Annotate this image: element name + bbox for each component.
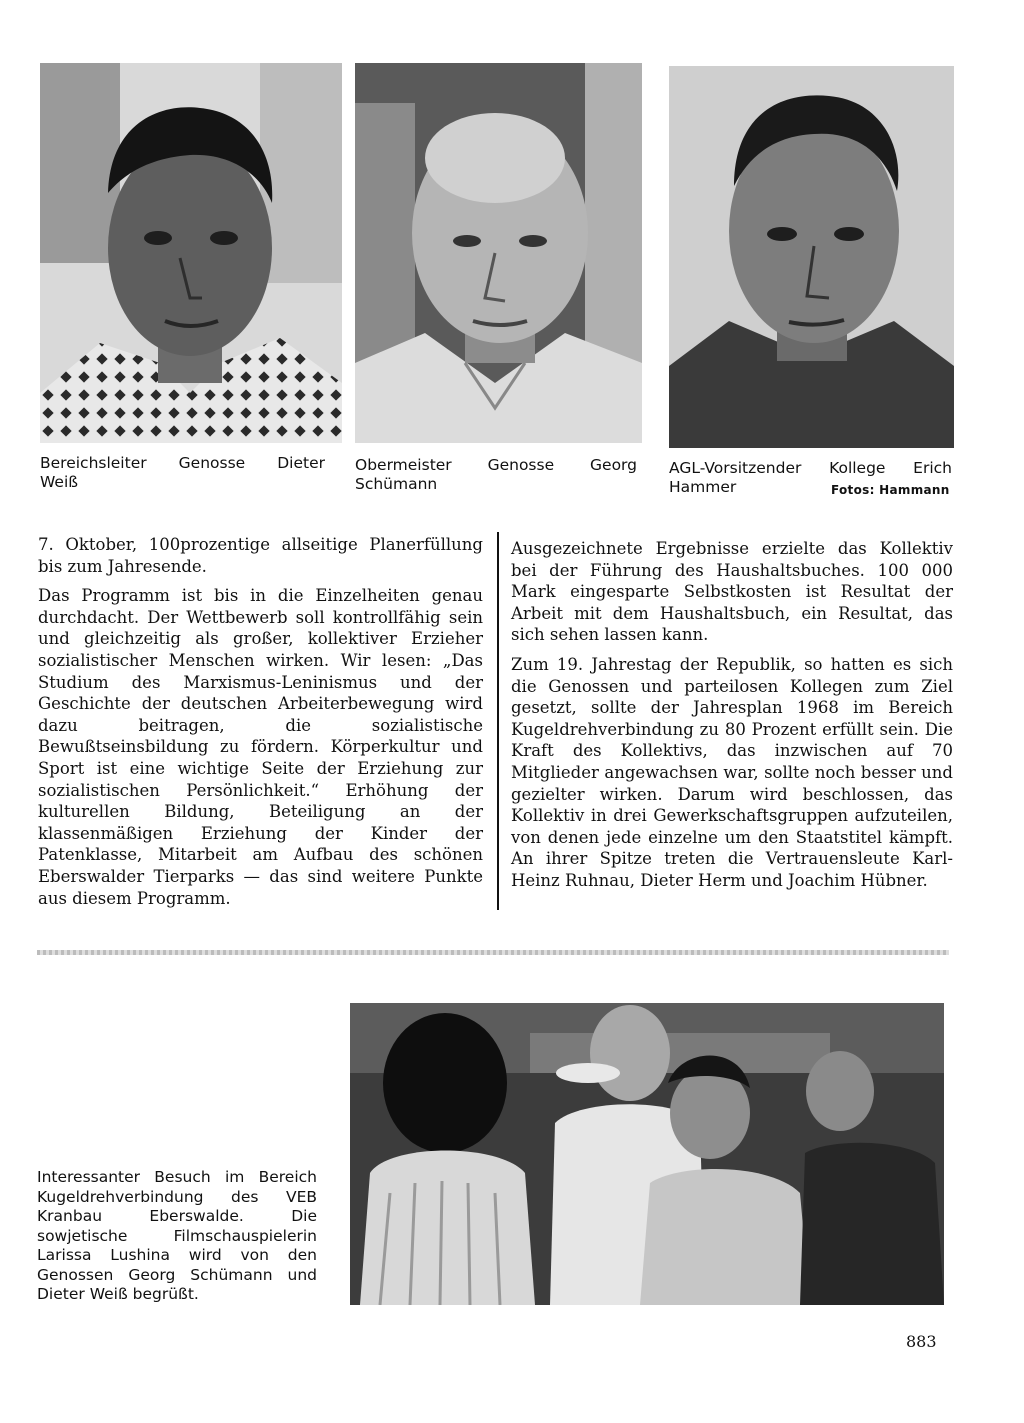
section-divider	[37, 950, 949, 955]
column-divider	[497, 532, 499, 910]
caption-line: Hammer	[669, 478, 737, 496]
portrait-photo-georg-schuemann	[355, 63, 642, 443]
group-photo-visit	[350, 1003, 944, 1305]
caption-line: Obermeister Genosse Georg	[355, 456, 637, 474]
article-right-column	[511, 538, 953, 900]
article-paragraph: 7. Oktober, 100prozentige allseitige Planerfüllung bis zum Jahresende.	[38, 535, 483, 576]
article-left-column	[38, 534, 483, 917]
caption-line: Schümann	[355, 475, 438, 493]
article-paragraph: Zum 19. Jahrestag der Republik, so hatten es sich die Genossen und parteilosen Kollegen zum Ziel gesetzt, sollte der Jahresplan 1968 im Bereich Kugeldrehverbindung zu 80 Prozent erfüllt sein. Die Kraft des Kollektivs, das inzwischen auf 70 Mitglieder angewachsen war, sollte noch besser und gezielter wirken. Darum wird beschlossen, das Kollektiv in drei Gewerkschaftsgruppen aufzuteilen, von denen jede einzelne um den Staatstitel kämpft. An ihrer Spitze treten die Vertrauensleute Karl-Heinz Ruhnau, Dieter Herm und Joachim Hübner.	[511, 654, 953, 890]
group-photo-caption: Interessanter Besuch im Bereich Kugeldrehverbindung des VEB Kranbau Eberswalde. Die sowjetische Filmschauspielerin Larissa Lushina wird von den Genossen Georg Schümann und Dieter Weiß begrüßt.	[37, 1168, 317, 1303]
page-number: 883	[906, 1332, 937, 1351]
article-paragraph: Das Programm ist bis in die Einzelheiten genau durchdacht. Der Wettbewerb soll kontrollfähig sein und gleichzeitig als großer, kollektiver Erzieher sozialistischer Menschen wirken. Wir lesen: „Das Studium des Marxismus-Leninismus und der Geschichte der deutschen Arbeiterbewegung wird dazu beitragen, die sozialistische Bewußtseinsbildung zu fördern. Körperkultur und Sport ist eine wichtige Seite der Erziehung zur sozialistischen Persönlichkeit.“ Erhöhung der kulturellen Bildung, Beteiligung an der klassenmäßigen Erziehung der Kinder der Patenklasse, Mitarbeit am Aufbau des schönen Eberswalder Tierparks — das sind weitere Punkte aus diesem Programm.	[38, 586, 483, 908]
caption-line: Bereichsleiter Genosse Dieter	[40, 454, 325, 472]
portrait-caption-dieter-weiss	[40, 454, 325, 492]
article-paragraph: Ausgezeichnete Ergebnisse erzielte das Kollektiv bei der Führung des Haushaltsbuches. 100 000 Mark eingesparte Selbstkosten ist Resultat der Arbeit mit dem Haushaltsbuch, ein Resultat, das sich sehen lassen kann.	[511, 539, 953, 645]
caption-line: AGL-Vorsitzender Kollege Erich	[669, 459, 952, 477]
portrait-caption-georg-schuemann	[355, 456, 637, 494]
portrait-photo-erich-hammer	[669, 66, 954, 448]
photo-credit: Fotos: Hammann	[831, 483, 950, 497]
caption-line: Weiß	[40, 473, 79, 491]
portrait-photo-dieter-weiss	[40, 63, 342, 443]
